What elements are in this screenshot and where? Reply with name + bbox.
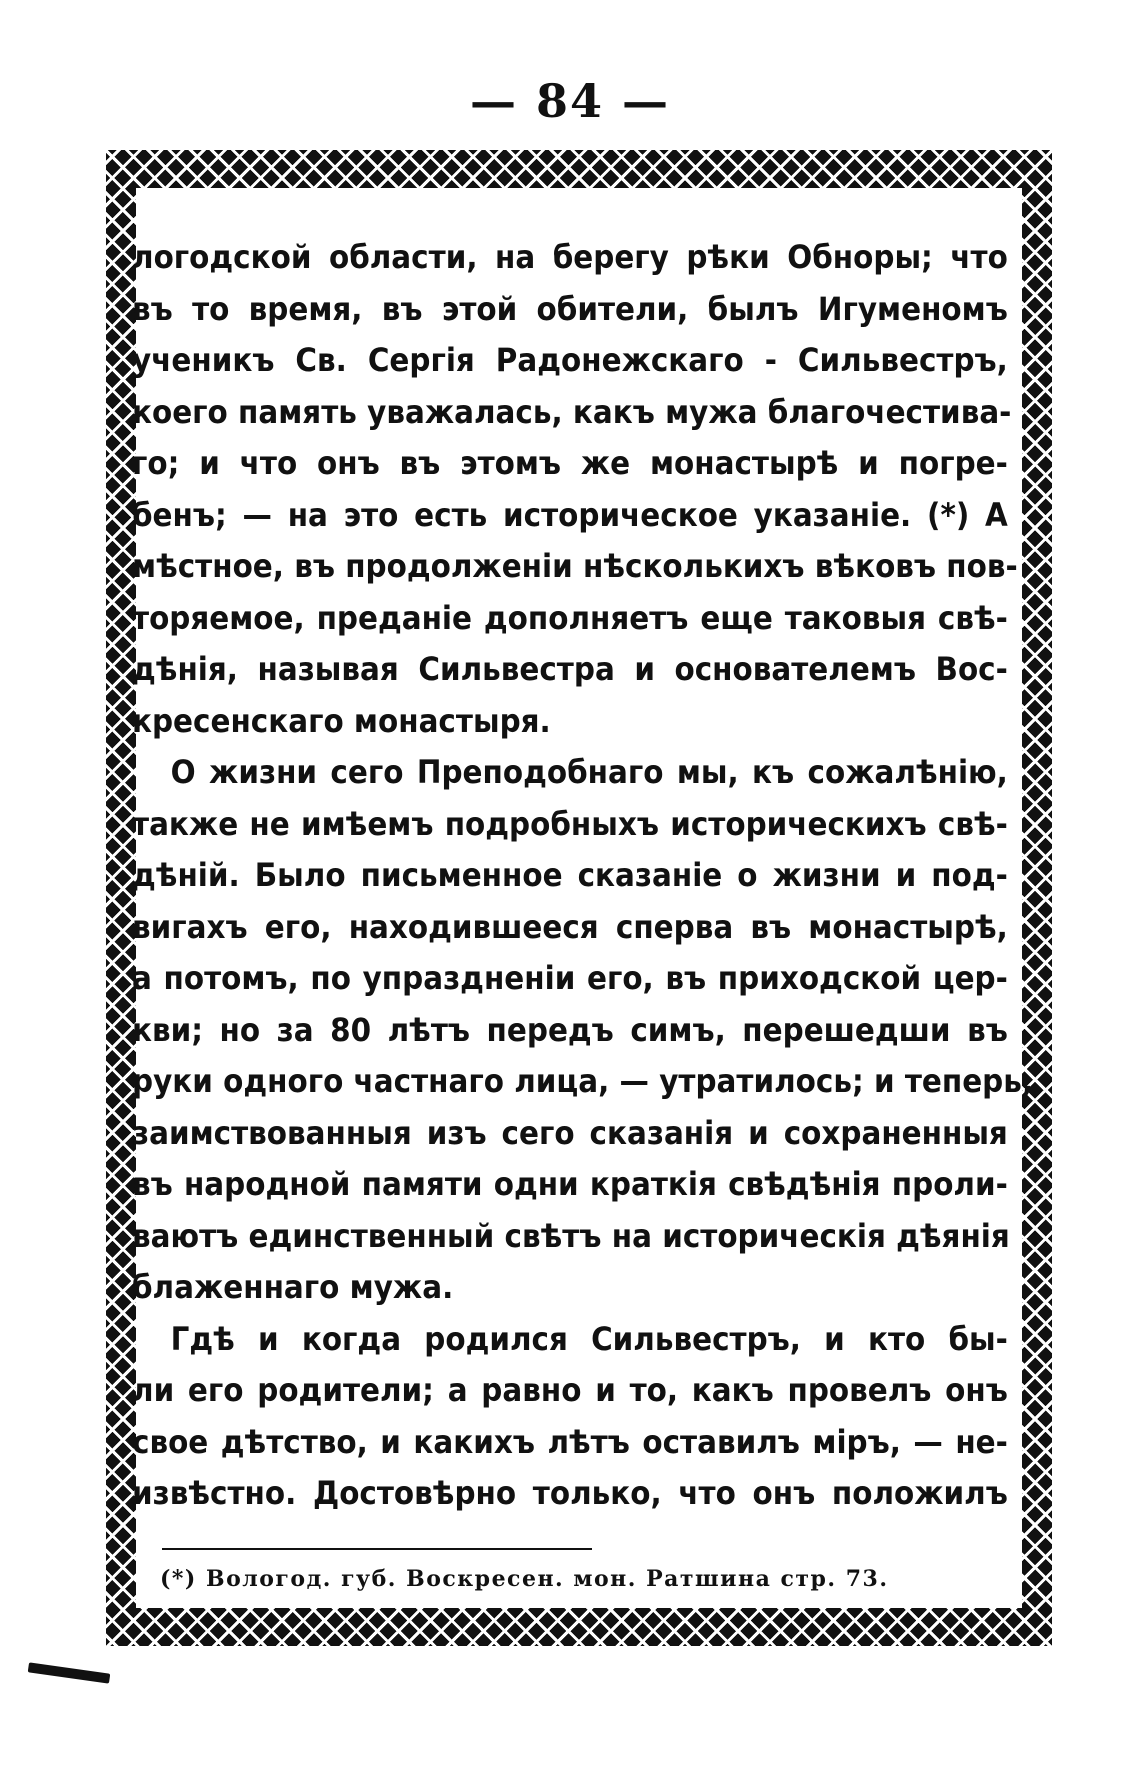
text-line: ли его родители; а равно и то, какъ провелъ онъ bbox=[132, 1371, 1008, 1409]
footnote: (*) Вологод. губ. Воскресен. мон. Ратшина стр. 73. bbox=[160, 1566, 889, 1592]
text-line: свое дѣтство, и какихъ лѣтъ оставилъ міръ, — не- bbox=[132, 1422, 1008, 1461]
footnote-divider bbox=[162, 1548, 592, 1550]
ink-smudge bbox=[28, 1662, 111, 1683]
text-line: ваютъ единственный свѣтъ на историческія дѣянія bbox=[132, 1216, 1010, 1255]
text-line: извѣстно. Достовѣрно только, что онъ положилъ bbox=[132, 1474, 1008, 1512]
page-number: — 84 — bbox=[469, 74, 671, 128]
text-line: коего память уважалась, какъ мужа благочестива- bbox=[132, 392, 1012, 431]
text-line: блаженнаго мужа. bbox=[132, 1268, 454, 1306]
text-line: вигахъ его, находившееся сперва въ монастырѣ, bbox=[132, 907, 1008, 946]
text-line: бенъ; — на это есть историческое указаніе. (*) А bbox=[132, 495, 1008, 534]
text-line: го; и что онъ въ этомъ же монастырѣ и погре- bbox=[132, 444, 1008, 482]
text-line: въ народной памяти одни краткія свѣдѣнія проли- bbox=[132, 1165, 1008, 1203]
text-line: дѣній. Было письменное сказаніе о жизни и под- bbox=[132, 856, 1008, 894]
text-line: руки одного частнаго лица, — утратилось; и теперь, bbox=[132, 1062, 1034, 1100]
body-text bbox=[132, 232, 1034, 1520]
paragraph-start-line: О жизни сего Преподобнаго мы, къ сожалѣнію, bbox=[170, 753, 1008, 791]
text-line: заимствованныя изъ сего сказанія и сохраненныя bbox=[132, 1113, 1008, 1152]
text-line: также не имѣемъ подробныхъ историческихъ свѣ- bbox=[132, 804, 1008, 843]
text-line: торяемое, преданіе дополняетъ еще таковыя свѣ- bbox=[132, 598, 1008, 637]
text-line: логодской области, на берегу рѣки Обноры; что bbox=[132, 238, 1008, 276]
text-line: кви; но за 80 лѣтъ передъ симъ, перешедши въ bbox=[132, 1010, 1008, 1049]
text-line: кресенскаго монастыря. bbox=[132, 701, 551, 740]
text-line: мѣстное, въ продолженіи нѣсколькихъ вѣковъ пов- bbox=[132, 547, 1018, 585]
paragraph-start-line: Гдѣ и когда родился Сильвестръ, и кто бы- bbox=[170, 1319, 1008, 1358]
text-line: ученикъ Св. Сергія Радонежскаго - Сильвестръ, bbox=[132, 341, 1008, 379]
text-line: дѣнія, называя Сильвестра и основателемъ Вос- bbox=[132, 650, 1008, 688]
text-line: въ то время, въ этой обители, былъ Игуменомъ bbox=[132, 289, 1008, 328]
text-line: а потомъ, по упраздненіи его, въ приходской цер- bbox=[132, 959, 1008, 997]
